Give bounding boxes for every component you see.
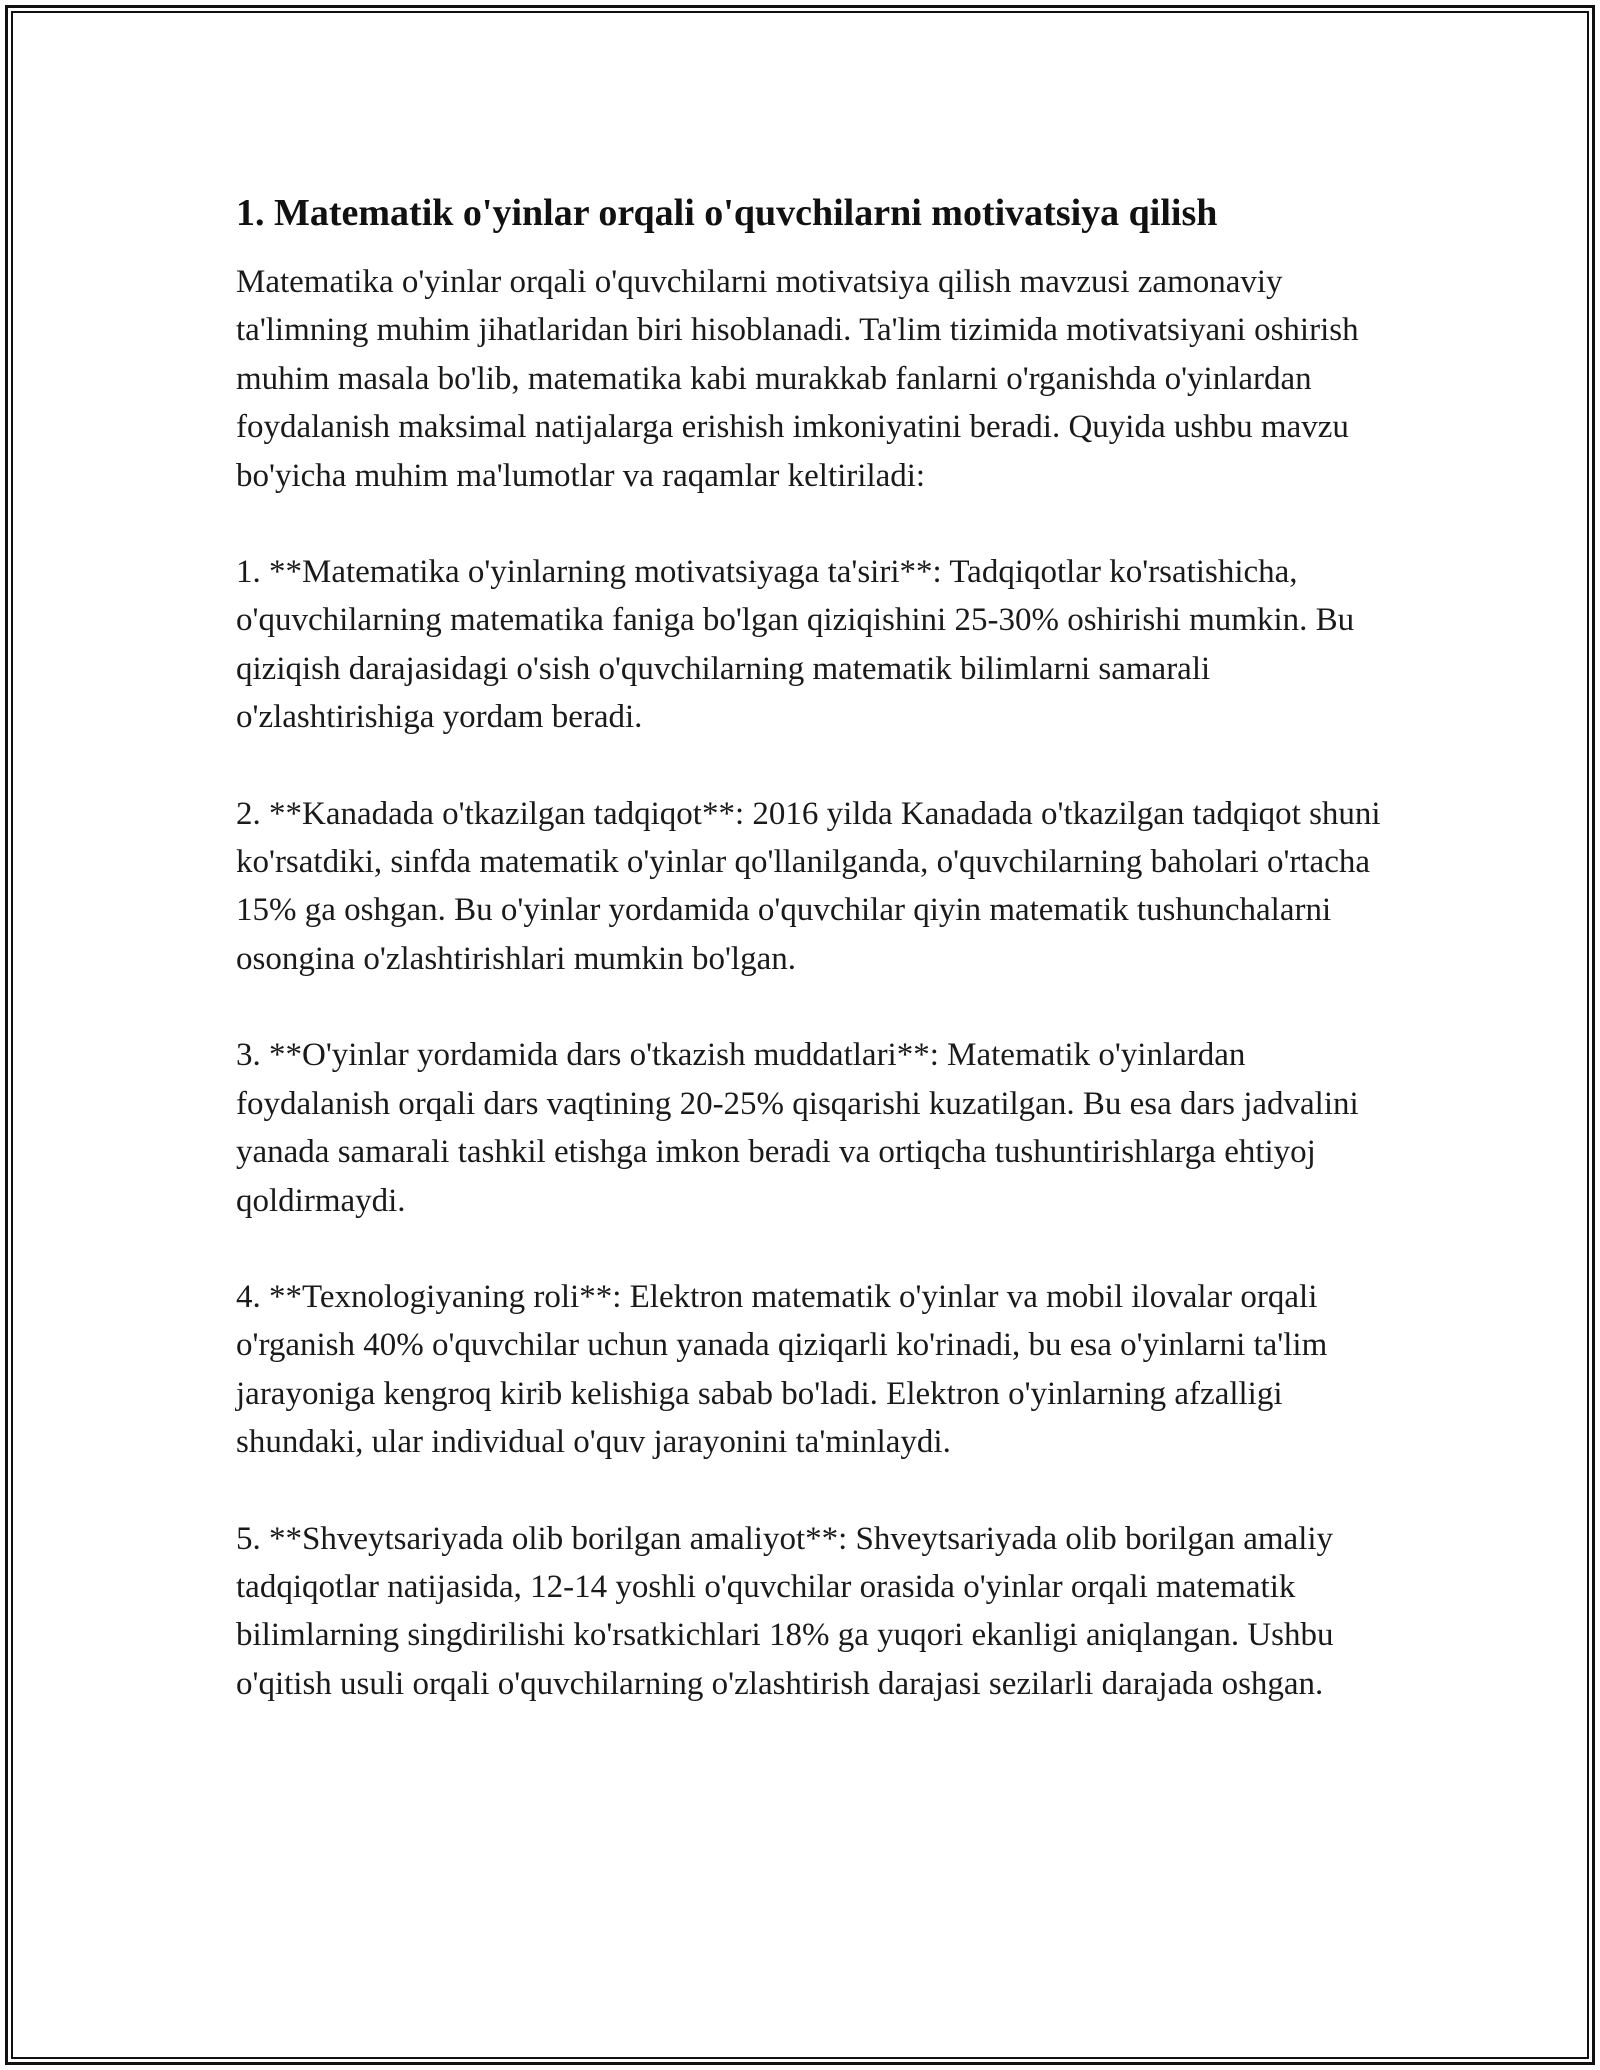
point-1-paragraph: 1. **Matematika o'yinlarning motivatsiyaga ta'siri**: Tadqiqotlar ko'rsatishicha, o'quvchilarning matematika faniga bo'lgan qiziqishini 25-30% oshirishi mumkin. Bu qiziqish darajasidagi o'sish o'quvchilarning matematik bilimlarni samarali o'zlashtirishiga yordam beradi.	[236, 554, 1355, 736]
document-body	[236, 185, 1386, 1756]
point-5-paragraph: 5. **Shveytsariyada olib borilgan amaliyot**: Shveytsariyada olib borilgan amaliy tadqiqotlar natijasida, 12-14 yoshli o'quvchilar orasida o'yinlar orqali matematik bilimlarning singdirilishi ko'rsatkichlari 18% ga yuqori ekanligi aniqlangan. Ushbu o'qitish usuli orqali o'quvchilarning o'zlashtirish darajasi sezilarli darajada oshgan.	[236, 1520, 1334, 1702]
document-title: 1. Matematik o'yinlar orqali o'quvchilarni motivatsiya qilish	[236, 192, 1218, 234]
intro-paragraph: Matematika o'yinlar orqali o'quvchilarni motivatsiya qilish mavzusi zamonaviy ta'limning muhim jihatlaridan biri hisoblanadi. Ta'lim tizimida motivatsiyani oshirish muhim masala bo'lib, matematika kabi murakkab fanlarni o'rganishda o'yinlardan foydalanish maksimal natijalarga erishish imkoniyatini beradi. Quyida ushbu mavzu bo'yicha muhim ma'lumotlar va raqamlar keltiriladi:	[236, 264, 1359, 494]
point-4-paragraph: 4. **Texnologiyaning roli**: Elektron matematik o'yinlar va mobil ilovalar orqali o'rganish 40% o'quvchilar uchun yanada qiziqarli ko'rinadi, bu esa o'yinlarni ta'lim jarayoniga kengroq kirib kelishiga sabab bo'ladi. Elektron o'yinlarning afzalligi shundaki, ular individual o'quv jarayonini ta'minlaydi.	[236, 1278, 1328, 1461]
point-3-paragraph: 3. **O'yinlar yordamida dars o'tkazish muddatlari**: Matematik o'yinlardan foydalanish orqali dars vaqtining 20-25% qisqarishi kuzatilgan. Bu esa dars jadvalini yanada samarali tashkil etishga imkon beradi va ortiqcha tushuntirishlarga ehtiyoj qoldirmaydi.	[236, 1037, 1359, 1219]
point-2-paragraph: 2. **Kanadada o'tkazilgan tadqiqot**: 2016 yilda Kanadada o'tkazilgan tadqiqot shuni ko'rsatdiki, sinfda matematik o'yinlar qo'llanilganda, o'quvchilarning baholari o'rtacha 15% ga oshgan. Bu o'yinlar yordamida o'quvchilar qiyin matematik tushunchalarni osongina o'zlashtirishlari mumkin bo'lgan.	[236, 795, 1381, 977]
